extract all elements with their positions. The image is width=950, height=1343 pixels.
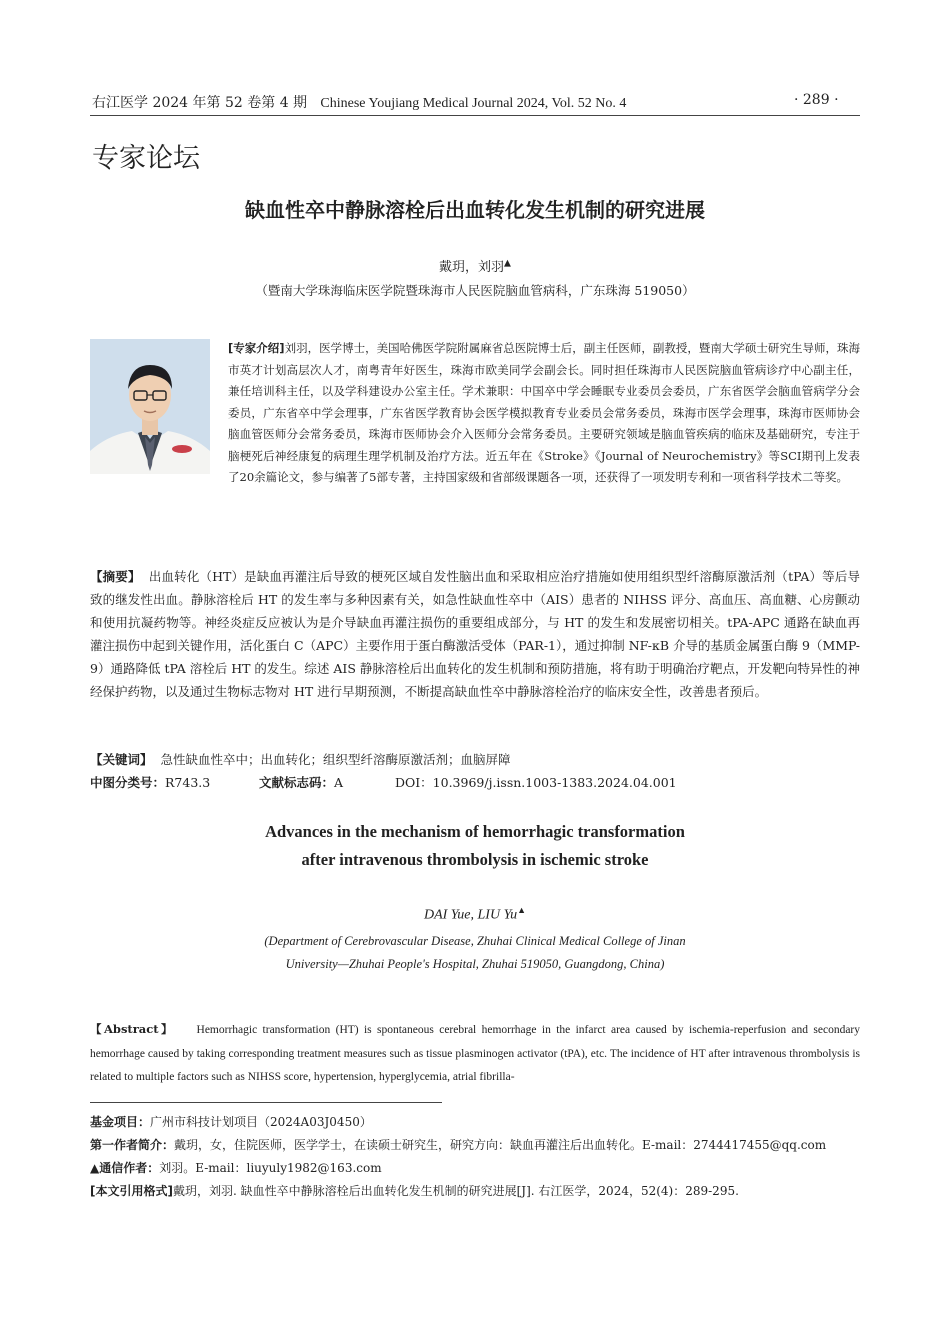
- corresponding-mark: ▲: [504, 258, 511, 269]
- doc-code-label: 文献标志码：: [258, 775, 334, 790]
- footnote-first-author: [90, 1136, 880, 1153]
- authors-zh-names: 戴玥，刘羽: [439, 260, 505, 275]
- corr-text: 刘羽。E-mail：liuyuly1982@163.com: [159, 1161, 382, 1175]
- footnote-fund: [90, 1113, 880, 1130]
- keywords-label: 【关键词】: [90, 752, 153, 767]
- expert-text: 刘羽，医学博士，美国哈佛医学院附属麻省总医院博士后，副主任医师，副教授，暨南大学硕士研究生导师，珠海市英才计划高层次人才，南粤青年好医生，珠海市欧美同学会副会长。同时担任珠海市人民医院脑血管病诊疗中心副主任，兼任培训科主任，以及学科建设办公室主任。学术兼职：中国卒中学会睡眠专业委员会委员，广东省医学会脑血管病学分会委员，广东省卒中学会理事，广东省医学教育协会医学模拟教育专业委员会常务委员，珠海市医学会理事，珠海市医师协会脑血管医师分会常务委员，珠海市医师协会介入医师分会常务委员。主要研究领域是脑血管疾病的临床及基础研究，专注于脑梗死后神经康复的病理生理学机制及治疗方法。近五年在《Stroke》《Journal of Neurochemistry》等SCI期刊上发表了20余篇论文，参与编著了5部专著，主持国家级和省部级课题各一项，还获得了一项发明专利和一项省科学技术二等奖。: [228, 341, 860, 484]
- expert-introduction: [90, 338, 860, 489]
- cite-label: [本文引用格式]: [90, 1184, 173, 1198]
- running-head: [92, 92, 626, 112]
- authors-en-names: DAI Yue, LIU Yu: [423, 907, 518, 923]
- affiliation-en: [90, 930, 860, 976]
- clc-value: R743.3: [165, 775, 211, 790]
- classification-row: [90, 773, 860, 791]
- footnote-rule: [90, 1102, 442, 1103]
- title-en-line1: Advances in the mechanism of hemorrhagic transformation: [265, 822, 685, 841]
- title-en-line2: after intravenous thrombolysis in ischemic stroke: [301, 850, 649, 869]
- clc-label: 中图分类号：: [90, 775, 166, 790]
- header-rule: [90, 115, 860, 116]
- cite-text: 戴玥，刘羽. 缺血性卒中静脉溶栓后出血转化发生机制的研究进展[J]. 右江医学，2024，52(4)：289-295.: [172, 1184, 739, 1198]
- column-name: 专家论坛: [92, 143, 200, 174]
- doc-code: [259, 773, 391, 791]
- footnote-corresponding: [90, 1159, 880, 1176]
- abstract-zh-text: 出血转化（HT）是缺血再灌注后导致的梗死区域自发性脑出血和采取相应治疗措施如使用组织型纤溶酶原激活剂（tPA）等后导致的继发性出血。静脉溶栓后 HT 的发生率与多种因素有关，如急性缺血性卒中（AIS）患者的 NIHSS 评分、高血压、高血糖、心房颤动和使用抗凝药物等。神经炎症反应被认为是介导缺血再灌注损伤的重要组成部分，与 HT 的发生和发展密切相关。tPA-APC 通路在缺血再灌注损伤中起到关键作用，活化蛋白 C（APC）主要作用于蛋白酶激活受体（PAR-1），通过抑制 NF-κB 介导的基质金属蛋白酶 9（MMP-9）通路降低 tPA 溶栓后 HT 的发生。综述 AIS 静脉溶栓后出血转化的发生机制和预防措施，将有助于明确治疗靶点，开发靶向特异性的神经保护药物，以及通过生物标志物对 HT 进行早期预测，不断提高缺血性卒中静脉溶栓治疗的临床安全性，改善患者预后。: [90, 569, 860, 699]
- footnote-citation: [90, 1182, 880, 1199]
- keywords: [90, 750, 510, 768]
- expert-label: [专家介绍]: [228, 341, 285, 355]
- affiliation-en-line2: University—Zhuhai People's Hospital, Zhuhai 519050, Guangdong, China): [285, 957, 665, 971]
- abstract-en-label: 【Abstract】: [90, 1022, 176, 1036]
- title-zh: 缺血性卒中静脉溶栓后出血转化发生机制的研究进展: [245, 198, 705, 222]
- clc: [90, 773, 255, 791]
- first-author-label: 第一作者简介：: [90, 1138, 175, 1152]
- journal-zh: 右江医学 2024 年第 52 卷第 4 期: [92, 95, 308, 111]
- affiliation-en-line1: (Department of Cerebrovascular Disease, Zhuhai Clinical Medical College of Jinan: [264, 934, 686, 948]
- affiliation-zh: （暨南大学珠海临床医学院暨珠海市人民医院脑血管病科，广东珠海 519050）: [255, 283, 695, 298]
- corr-label: ▲通信作者：: [90, 1161, 160, 1175]
- first-author-text: 戴玥，女，住院医师，医学学士，在读硕士研究生，研究方向：缺血再灌注后出血转化。E-mail：2744417455@qq.com: [174, 1138, 827, 1152]
- authors-zh: [90, 256, 860, 275]
- corresponding-mark-en: ▲: [517, 905, 527, 915]
- photo-spacer: [90, 338, 228, 484]
- abstract-en: [90, 1018, 860, 1090]
- journal-en: Chinese Youjiang Medical Journal 2024, Vol. 52 No. 4: [320, 96, 627, 111]
- page-number: · 289 ·: [794, 92, 839, 108]
- abstract-zh-label: 【摘要】: [90, 569, 141, 584]
- abstract-en-text: Hemorrhagic transformation (HT) is spontaneous cerebral hemorrhage in the infarct area caused by ischemia-reperfusion and secondary hemorrhage caused by taking corresponding treatment measures such as tissue plasminogen activator (tPA), etc. The incidence of HT after intravenous thrombolysis is related to multiple factors such as NIHSS score, hypertension, hyperglycemia, atrial fibrilla-: [90, 1024, 861, 1083]
- doi: DOI：10.3969/j.issn.1003-1383.2024.04.001: [394, 775, 677, 790]
- title-en: [90, 818, 860, 874]
- abstract-zh: [90, 565, 860, 703]
- fund-text: 广州市科技计划项目（2024A03J0450）: [150, 1115, 372, 1129]
- keywords-text: 急性缺血性卒中；出血转化；组织型纤溶酶原激活剂；血脑屏障: [160, 752, 511, 767]
- doc-code-value: A: [334, 775, 344, 790]
- authors-en: [90, 905, 860, 924]
- fund-label: 基金项目：: [90, 1115, 151, 1129]
